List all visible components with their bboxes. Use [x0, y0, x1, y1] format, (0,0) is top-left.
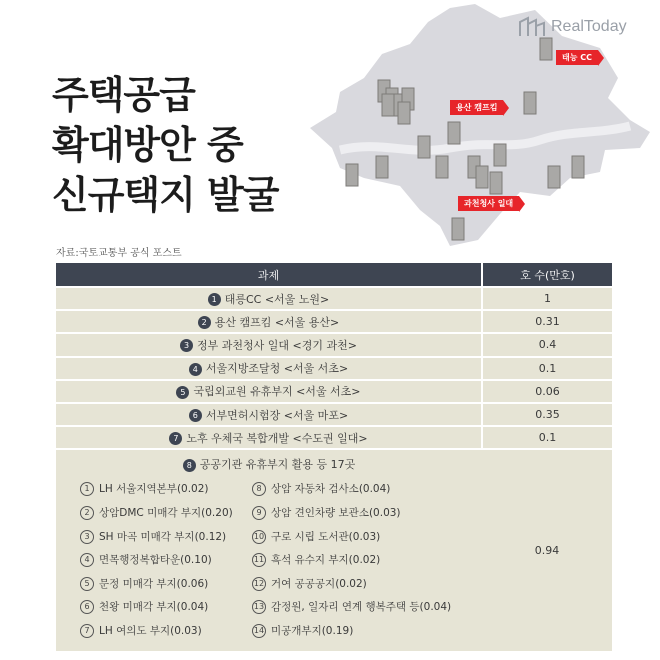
sublist-item: [252, 596, 482, 620]
sublist-label: LH 서울지역본부(0.02): [99, 483, 209, 496]
table-header: [56, 263, 612, 287]
row-task: [56, 287, 482, 310]
row-value: 0.1: [482, 357, 612, 380]
sublist-label: 거여 공공공지(0.02): [271, 577, 367, 590]
table-row: [56, 333, 612, 356]
row-value: 1: [482, 287, 612, 310]
sublist-label: 천왕 미매각 부지(0.04): [99, 601, 209, 614]
map-tag-taereung: 태능 CC: [556, 50, 598, 65]
row-label: 태릉CC <서울 노원>: [224, 292, 330, 306]
row-value: 0.4: [482, 333, 612, 356]
sublist-item: [80, 596, 250, 620]
sublist-number-badge: 11: [252, 553, 266, 567]
sublist-item: [80, 526, 250, 550]
sublist-item: [252, 549, 482, 573]
table-row: [56, 287, 612, 310]
map-tag-yongsan: 용산 캠프킴: [450, 100, 503, 115]
title-line-3: 신규택지 발굴: [52, 173, 279, 217]
building-logo-icon: [518, 16, 546, 38]
row-label: 국립외교원 유휴부지 <서울 서초>: [193, 385, 361, 399]
row-number-badge: 2: [198, 316, 211, 329]
row-task: [56, 403, 482, 426]
row-task: [56, 310, 482, 333]
sublist-number-badge: 7: [80, 624, 94, 638]
row-8-sublist: [80, 478, 482, 643]
row-number-badge: 1: [208, 293, 221, 306]
sublist-label: 감정원, 일자리 연계 행복주택 등(0.04): [271, 601, 452, 614]
row-value: 0.1: [482, 426, 612, 449]
table-row-8: [56, 449, 612, 651]
sublist-label: 미공개부지(0.19): [271, 624, 354, 637]
sublist-item: [80, 478, 250, 502]
row-task: [56, 426, 482, 449]
sublist-number-badge: 14: [252, 624, 266, 638]
header-task: 과제: [56, 263, 482, 287]
sublist-number-badge: 9: [252, 506, 266, 520]
table-row: [56, 357, 612, 380]
row-8-headline: [56, 454, 482, 476]
row-label: 서울지방조달청 <서울 서초>: [205, 362, 349, 376]
row-task: [56, 333, 482, 356]
sublist-label: 구로 시립 도서관(0.03): [271, 530, 381, 543]
row-number-badge: 6: [189, 409, 202, 422]
page-title: [52, 70, 278, 220]
sublist-item: [80, 549, 250, 573]
sublist-label: 면목행정복합타운(0.10): [99, 554, 212, 567]
header-units: 호 수(만호): [482, 263, 612, 287]
row-value: 0.31: [482, 310, 612, 333]
map-tag-gwacheon: 과천청사 일대: [458, 196, 519, 211]
row-number-badge: 7: [169, 432, 182, 445]
row-number-badge: 3: [180, 339, 193, 352]
sublist-item: [80, 502, 250, 526]
brand-logo: [518, 16, 627, 38]
row-8-task: [56, 449, 482, 651]
row-label: 노후 우체국 복합개발 <수도권 일대>: [186, 431, 368, 445]
sublist-item: [252, 620, 482, 644]
sublist-number-badge: 8: [252, 482, 266, 496]
sublist-label: 문정 미매각 부지(0.06): [99, 577, 209, 590]
table-row: [56, 403, 612, 426]
row-task: [56, 380, 482, 403]
row-number-badge: 4: [189, 363, 202, 376]
row-number-badge: 8: [183, 459, 196, 472]
sublist-label: 상암 견인차량 보관소(0.03): [271, 506, 401, 519]
row-8-value: 0.94: [534, 544, 560, 558]
table-row: [56, 310, 612, 333]
sublist-number-badge: 4: [80, 553, 94, 567]
sublist-item: [252, 573, 482, 597]
row-label: 서부면허시험장 <서울 마포>: [205, 408, 349, 422]
sublist-item: [252, 526, 482, 550]
row-value: 0.35: [482, 403, 612, 426]
sublist-number-badge: 3: [80, 530, 94, 544]
table-row: [56, 380, 612, 403]
brand-name: RealToday: [551, 18, 627, 35]
table-row: [56, 426, 612, 449]
row-8-label: 공공기관 유휴부지 활용 등 17곳: [199, 458, 356, 472]
sublist-item: [80, 620, 250, 644]
sublist-number-badge: 13: [252, 600, 266, 614]
sublist-label: LH 여의도 부지(0.03): [99, 624, 202, 637]
sublist-number-badge: 2: [80, 506, 94, 520]
title-line-2: 확대방안 중: [52, 123, 243, 167]
title-line-1: 주택공급: [52, 73, 195, 117]
sublist-number-badge: 6: [80, 600, 94, 614]
sublist-item: [80, 573, 250, 597]
row-label: 용산 캠프킴 <서울 용산>: [214, 315, 340, 329]
sublist-label: 상암DMC 미매각 부지(0.20): [99, 506, 233, 519]
sublist-item: [252, 502, 482, 526]
sublist-item: [252, 478, 482, 502]
source-note: 자료:국토교통부 공식 포스트: [56, 248, 182, 259]
row-label: 정부 과천청사 일대 <경기 과천>: [197, 338, 357, 352]
sublist-label: 상암 자동차 검사소(0.04): [271, 483, 391, 496]
sublist-number-badge: 12: [252, 577, 266, 591]
row-task: [56, 357, 482, 380]
sublist-number-badge: 5: [80, 577, 94, 591]
row-value: 0.06: [482, 380, 612, 403]
sublist-label: SH 마곡 미매각 부지(0.12): [99, 530, 227, 543]
sublist-label: 흑석 유수지 부지(0.02): [271, 554, 381, 567]
supply-table: [56, 263, 612, 651]
sublist-number-badge: 10: [252, 530, 266, 544]
row-number-badge: 5: [176, 386, 189, 399]
sublist-number-badge: 1: [80, 482, 94, 496]
